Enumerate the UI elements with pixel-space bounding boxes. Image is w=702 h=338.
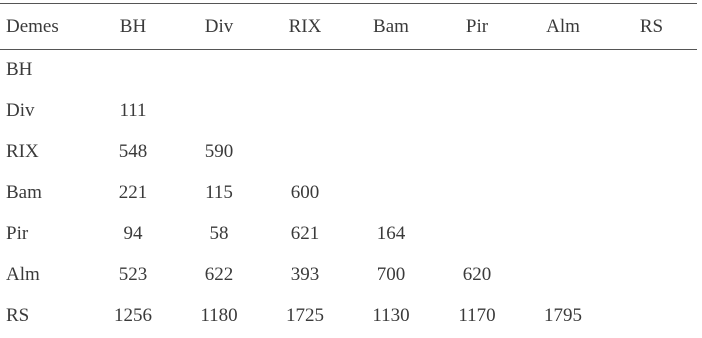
table-cell: [606, 132, 697, 173]
row-label: RS: [6, 305, 30, 326]
table-row: [0, 173, 697, 214]
table-header: [0, 4, 697, 50]
table-cell: 1725: [286, 305, 324, 326]
row-label: RIX: [6, 141, 39, 162]
header-cell-bam: Bam: [348, 4, 434, 50]
header-row: [0, 4, 697, 50]
table-cell: [262, 91, 348, 132]
table-cell: [262, 50, 348, 91]
table-cell: [348, 91, 434, 132]
table-body: [0, 50, 697, 337]
table-cell: 58: [209, 223, 229, 244]
table-cell: 164: [376, 223, 406, 244]
table-cell: 221: [118, 182, 148, 203]
table-cell: [520, 255, 606, 296]
row-label: Div: [6, 100, 35, 121]
table-cell: 548: [118, 141, 148, 162]
table-cell: [434, 214, 520, 255]
table-cell: 1256: [114, 305, 152, 326]
table-cell: [434, 173, 520, 214]
row-label: Alm: [6, 264, 40, 285]
table-cell: [606, 173, 697, 214]
table-row: [0, 255, 697, 296]
table-cell: 621: [290, 223, 320, 244]
table-cell: [606, 296, 697, 337]
table-cell: [606, 50, 697, 91]
deme-distance-table: [0, 3, 697, 337]
table-cell: [176, 91, 262, 132]
header-cell-rs: RS: [606, 4, 697, 50]
table-cell: 620: [462, 264, 492, 285]
table-cell: [434, 91, 520, 132]
table-cell: [348, 50, 434, 91]
table-cell: [520, 132, 606, 173]
header-cell-rix: RIX: [262, 4, 348, 50]
table-cell: 600: [290, 182, 320, 203]
table-cell: [606, 255, 697, 296]
table-cell: [348, 173, 434, 214]
table-cell: 622: [204, 264, 234, 285]
table-cell: 1180: [200, 305, 238, 326]
header-cell-alm: Alm: [520, 4, 606, 50]
row-label: BH: [6, 59, 33, 81]
table-cell: 1795: [544, 305, 582, 326]
table-cell: [434, 50, 520, 91]
row-label: Pir: [6, 223, 29, 244]
table-row: [0, 214, 697, 255]
table-cell: 700: [376, 264, 406, 285]
table-cell: 115: [205, 182, 233, 203]
table-row: [0, 296, 697, 337]
table-cell: [520, 173, 606, 214]
header-cell-bh: BH: [90, 4, 176, 50]
table-row: [0, 50, 697, 91]
table-cell: [606, 91, 697, 132]
table-cell: 111: [119, 100, 147, 121]
header-cell-div: Div: [176, 4, 262, 50]
table-row: [0, 91, 697, 132]
header-cell-demes: Demes: [0, 4, 90, 50]
table-cell: [262, 132, 348, 173]
table-cell: 523: [118, 264, 148, 285]
table-cell: [176, 50, 262, 91]
table-cell: [348, 132, 434, 173]
table-cell: [606, 214, 697, 255]
table-row: [0, 132, 697, 173]
row-label: Bam: [6, 182, 42, 203]
table-cell: [520, 91, 606, 132]
table-cell: 590: [204, 141, 234, 162]
header-cell-pir: Pir: [434, 4, 520, 50]
table-cell: 94: [123, 223, 143, 244]
table-cell: [520, 50, 606, 91]
table-cell: 1170: [458, 305, 496, 326]
table-cell: [520, 214, 606, 255]
table-cell: [90, 50, 176, 91]
table-cell: [434, 132, 520, 173]
table-cell: 393: [290, 264, 320, 285]
table-cell: 1130: [372, 305, 410, 326]
